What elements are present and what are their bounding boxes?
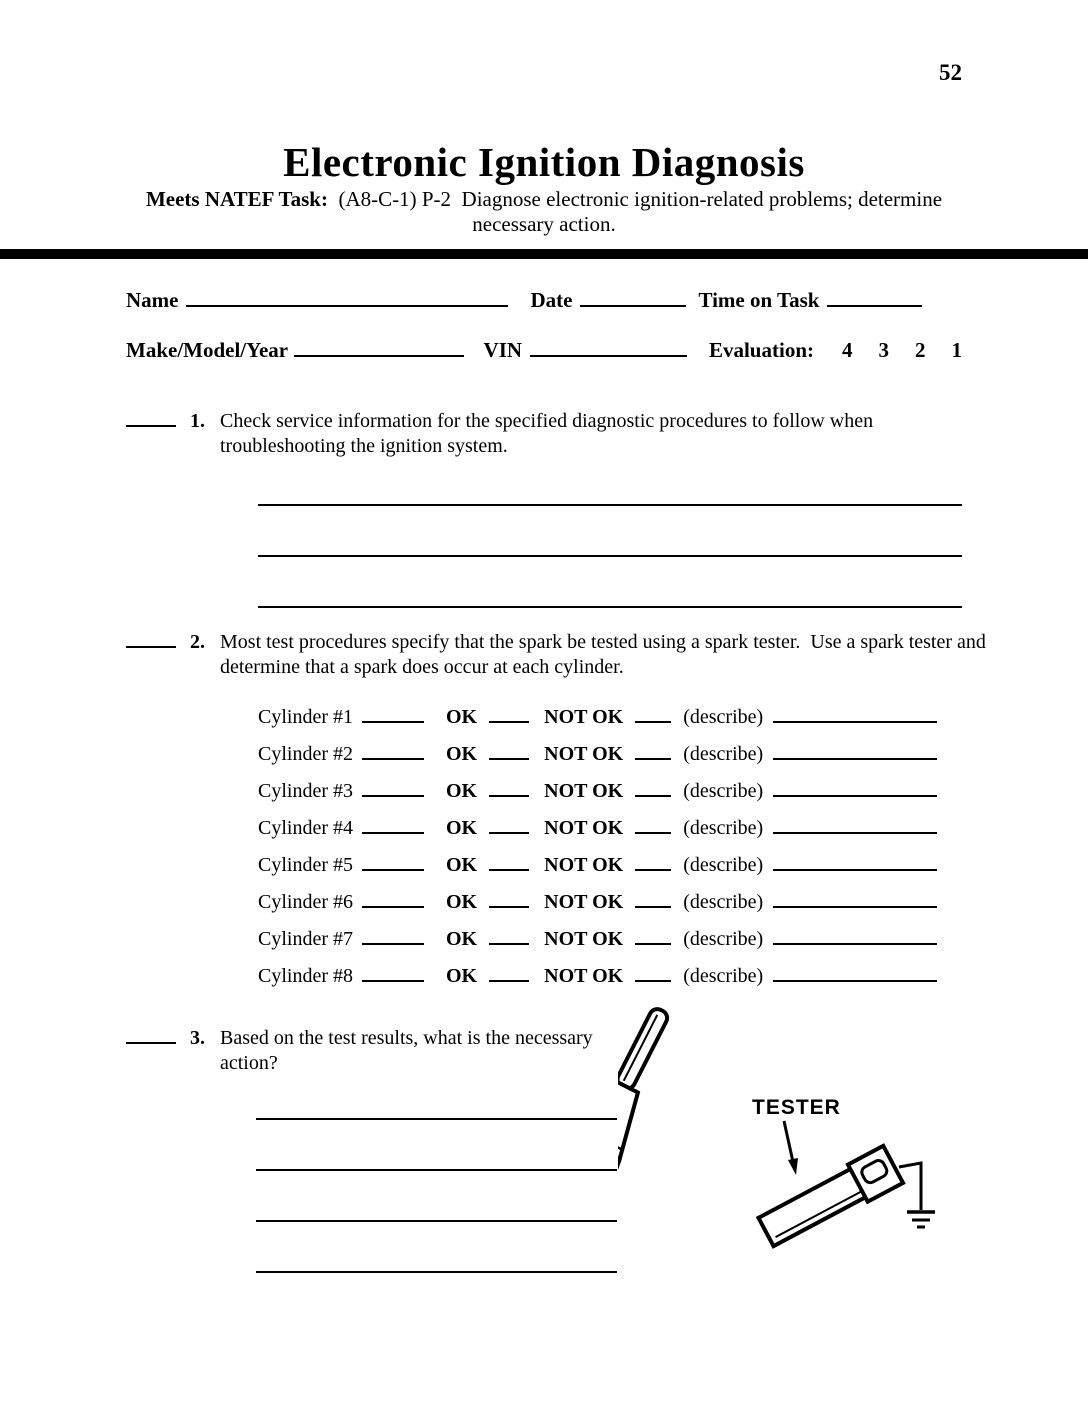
ok-blank [489,758,529,760]
answer-line [256,1069,617,1120]
not-ok-label: NOT OK [544,965,624,987]
cylinder-result-blank [362,758,424,760]
spark-tester-figure [618,1000,1042,1300]
cylinder-label: Cylinder #3 [258,780,353,802]
natef-task-text-body: (A8-C-1) P-2 Diagnose electronic ignition-related problems; determine [338,187,943,211]
not-ok-blank [635,758,671,760]
item-3-text: Based on the test results, what is the necessary action? [220,1027,598,1074]
ok-blank [489,906,529,908]
cylinder-label: Cylinder #5 [258,854,353,876]
describe-label: (describe) [683,928,764,950]
cylinder-row [258,772,968,809]
ok-blank [489,869,529,871]
cylinder-label: Cylinder #1 [258,706,353,728]
ok-label: OK [446,743,478,765]
natef-task-text [328,187,339,211]
cylinder-row [258,735,968,772]
evaluation-value-4: 4 [842,338,853,362]
ok-blank [489,832,529,834]
name-label: Name [126,288,179,312]
answer-line [256,1120,617,1171]
item-2-score-blank [126,646,176,648]
item-3-number: 3. [190,1027,205,1049]
describe-blank [773,758,937,760]
not-ok-label: NOT OK [544,780,624,802]
cylinder-row [258,920,968,957]
ok-label: OK [446,928,478,950]
not-ok-blank [635,943,671,945]
describe-blank [773,980,937,982]
not-ok-label: NOT OK [544,928,624,950]
cylinder-row [258,809,968,846]
ok-label: OK [446,891,478,913]
page-number: 52 [939,60,962,85]
not-ok-blank [635,832,671,834]
describe-label: (describe) [683,706,764,728]
cylinder-result-blank [362,795,424,797]
cylinder-label: Cylinder #2 [258,743,353,765]
vin-blank [530,355,687,357]
info-row-1 [126,288,962,313]
ok-label: OK [446,854,478,876]
answer-line [256,1222,617,1273]
cylinder-result-blank [362,721,424,723]
describe-label: (describe) [683,743,764,765]
describe-blank [773,721,937,723]
not-ok-blank [635,906,671,908]
describe-blank [773,795,937,797]
cylinder-result-blank [362,869,424,871]
cylinder-label: Cylinder #7 [258,928,353,950]
answer-line [258,506,962,557]
ground-symbol-icon [899,1163,935,1227]
describe-label: (describe) [683,817,764,839]
describe-label: (describe) [683,854,764,876]
not-ok-blank [635,980,671,982]
name-blank [186,305,508,307]
spark-tester-illustration [618,1000,1042,1300]
item-3-answer-area [256,1069,617,1273]
ok-label: OK [446,965,478,987]
natef-task-label: Meets NATEF Task: [145,187,328,211]
answer-line [256,1171,617,1222]
ok-label: OK [446,817,478,839]
make-model-year-blank [294,355,463,357]
answer-line [258,455,962,506]
evaluation-value-3: 3 [878,338,889,362]
page-title: Electronic Ignition Diagnosis [283,139,805,185]
cylinder-label: Cylinder #4 [258,817,353,839]
ok-label: OK [446,706,478,728]
cylinder-row [258,698,968,735]
ok-blank [489,795,529,797]
tester-device-icon [756,1146,903,1251]
describe-blank [773,832,937,834]
date-label: Date [530,288,573,312]
item-1-score-blank [126,425,176,427]
evaluation-value-1: 1 [951,338,962,362]
describe-label: (describe) [683,891,764,913]
not-ok-blank [635,795,671,797]
cylinder-row [258,883,968,920]
cylinder-label: Cylinder #8 [258,965,353,987]
task-item-1 [126,409,990,459]
describe-blank [773,943,937,945]
cylinder-result-blank [362,906,424,908]
ok-blank [489,980,529,982]
describe-label: (describe) [683,965,764,987]
cylinder-result-blank [362,832,424,834]
item-2-number: 2. [190,631,205,653]
evaluation-label: Evaluation: [708,338,814,362]
not-ok-blank [635,869,671,871]
header-divider-rule [0,249,1088,259]
item-1-number: 1. [190,410,205,432]
not-ok-label: NOT OK [544,854,624,876]
cylinder-row [258,957,968,994]
cylinder-results-table [258,698,968,994]
cylinder-result-blank [362,980,424,982]
not-ok-label: NOT OK [544,891,624,913]
natef-task-line2: necessary action. [472,212,616,236]
task-item-2 [126,630,990,680]
describe-label: (describe) [683,780,764,802]
evaluation-value-2: 2 [915,338,926,362]
cylinder-row [258,846,968,883]
natef-task-subtitle [0,187,1088,237]
spark-plug-icon [618,1000,690,1299]
item-3-score-blank [126,1042,176,1044]
ok-blank [489,943,529,945]
tester-arrow [784,1121,793,1162]
not-ok-label: NOT OK [544,706,624,728]
describe-blank [773,906,937,908]
not-ok-blank [635,721,671,723]
cylinder-result-blank [362,943,424,945]
cylinder-label: Cylinder #6 [258,891,353,913]
ok-blank [489,721,529,723]
ok-label: OK [446,780,478,802]
make-model-year-label: Make/Model/Year [126,338,289,362]
info-row-2 [126,338,962,363]
item-1-answer-area [258,455,962,608]
item-1-text: Check service information for the specified diagnostic procedures to follow when troubleshooting the ignition system. [220,410,879,457]
natef-task-line1 [0,187,1088,212]
tester-label: TESTER [752,1096,841,1119]
time-on-task-blank [827,305,922,307]
describe-blank [773,869,937,871]
not-ok-label: NOT OK [544,743,624,765]
date-blank [580,305,686,307]
not-ok-label: NOT OK [544,817,624,839]
tester-callout [752,1096,841,1175]
answer-line [258,557,962,608]
time-on-task-label: Time on Task [698,288,820,312]
vin-label: VIN [483,338,523,362]
item-2-text: Most test procedures specify that the spark be tested using a spark tester. Use a spark tester and determine that a spark does occur at each cylinder. [220,631,991,678]
